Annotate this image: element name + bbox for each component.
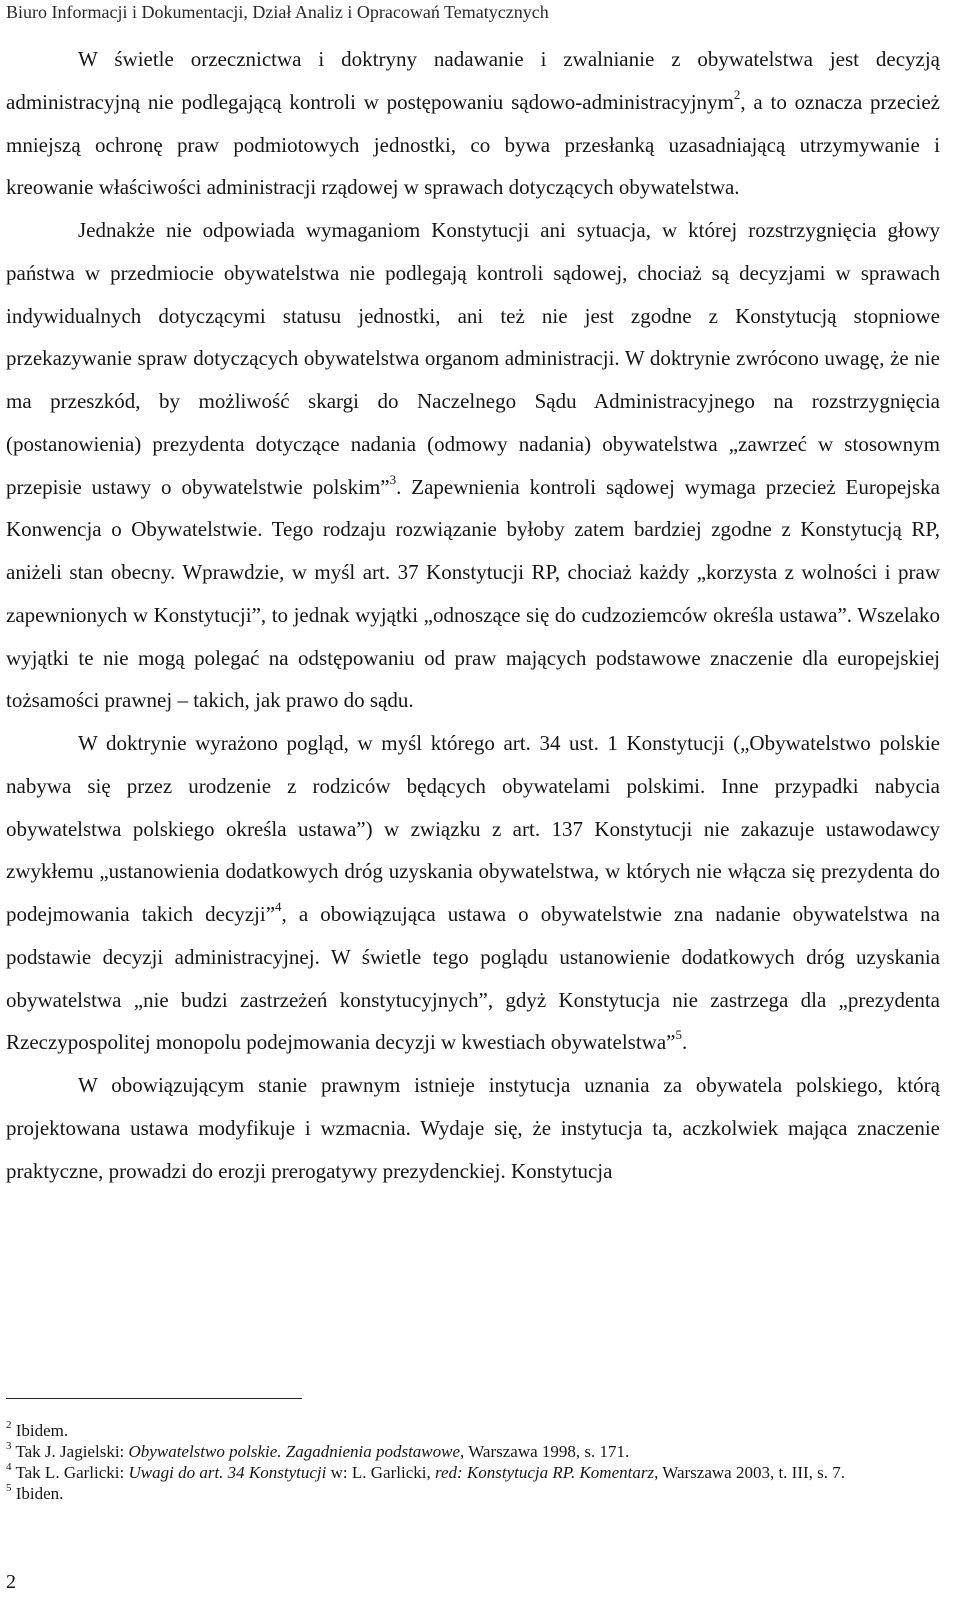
footnote-title: red: Konstytucja RP. Komentarz [434,1463,655,1482]
footnote-title: Uwagi do art. 34 Konstytucji [128,1463,327,1482]
main-text [6,38,940,1192]
footnote-text: Tak J. Jagielski: [11,1442,129,1461]
footnote-text: Tak L. Garlicki: [11,1463,129,1482]
paragraph [6,38,940,209]
footnote-text: , Warszawa 1998, s. 171. [460,1442,630,1461]
paragraph [6,722,940,1064]
footnote [6,1484,940,1504]
text-segment: . [681,1030,688,1055]
footnote [6,1421,940,1441]
text-segment: , a to oznacza przecież mniejszą ochronę praw podmiotowych jednostki, co bywa przesłanką uzasadniającą utrzymywanie i kreowanie właściwości administracji rządowej w sprawach dotyczących obywatelstwa. [6,89,940,200]
text-segment: W obowiązującym stanie prawnym istnieje instytucja uznania za obywatela polskiego, którą projektowana ustawa modyfikuje i wzmacnia. Wydaje się, że instytucja ta, aczkolwiek mająca znaczenie praktyczne, prowadzi do erozji prerogatywy prezydenckiej. Konstytucja [6,1073,940,1183]
text-segment: Jednakże nie odpowiada wymaganiom Konstytucji ani sytuacja, w której rozstrzygnięcia głowy państwa w przedmiocie obywatelstwa nie podlegają kontroli sądowej, chociaż są decyzjami w sprawach indywidualnych dotyczącymi statusu jednostki, ani też nie jest zgodne z Konstytucją stopniowe przekazywanie spraw dotyczących obywatelstwa organom administracji. W doktrynie zwrócono uwagę, że nie ma przeszkód, by możliwość skargi do Naczelnego Sądu Administracyjnego na rozstrzygnięcia (postanowienia) prezydenta dotyczące nadania (odmowy nadania) obywatelstwa „zawrzeć w stosownym przepisie ustawy o obywatelstwie polskim” [6,218,940,499]
footnote [6,1442,940,1462]
paragraph [6,209,940,722]
text-segment: W doktrynie wyrażono pogląd, w myśl którego art. 34 ust. 1 Konstytucji („Obywatelstwo polskie nabywa się przez urodzenie z rodziców będących obywatelami polskimi. Inne przypadki nabycia obywatelstwa polskiego określa ustawa”) w związku z art. 137 Konstytucji nie zakazuje ustawodawcy zwykłemu „ustanowienia dodatkowych dróg uzyskania obywatelstwa, w których nie włącza się prezydenta do podejmowania takich decyzji” [6,731,940,926]
page-number: 2 [6,1571,16,1593]
footnote-text: w: L. Garlicki, [326,1463,435,1482]
footnote-ref[interactable]: 2 [733,86,741,102]
footnote-text: , Warszawa 2003, t. III, s. 7. [654,1463,846,1482]
document-header: Biuro Informacji i Dokumentacji, Dział Analiz i Opracowań Tematycznych [6,2,549,22]
footnote-text: Ibiden. [11,1484,64,1503]
footnote-separator [6,1398,302,1399]
footnote-number: 2 [6,1419,12,1432]
footnote-ref[interactable]: 4 [275,899,282,914]
text-segment: . Zapewnienia kontroli sądowej wymaga przecież Europejska Konwencja o Obywatelstwie. Tego rodzaju rozwiązanie byłoby zatem bardziej zgodne z Konstytucją RP, aniżeli stan obecny. Wprawdzie, w myśl art. 37 Konstytucji RP, chociaż każdy „korzysta z wolności i praw zapewnionych w Konstytucji”, to jednak wyjątki „odnoszące się do cudzoziemców określa ustawa”. Wszelako wyjątki te nie mogą polegać na odstępowaniu od praw mających podstawowe znaczenie dla europejskiej tożsamości prawnej – takich, jak prawo do sądu. [6,474,940,713]
footnote-title: Obywatelstwo polskie. Zagadnienia podstawowe [128,1442,461,1461]
footnote-text: Ibidem. [11,1421,69,1440]
footnote-ref[interactable]: 5 [675,1027,682,1043]
text-segment: W świetle orzecznictwa i doktryny nadawanie i zwalnianie z obywatelstwa jest decyzją administracyjną nie podlegającą kontroli w postępowaniu sądowo-administracyjnym [6,47,940,114]
paragraph [6,1064,940,1192]
text-segment: , a obowiązująca ustawa o obywatelstwie zna nadanie obywatelstwa na podstawie decyzji administracyjnej. W świetle tego poglądu ustanowienie dodatkowych dróg uzyskania obywatelstwa „nie budzi zastrzeżeń konstytucyjnych”, gdyż Konstytucja nie zastrzega dla „prezydenta Rzeczypospolitej monopolu podejmowania decyzji w kwestiach obywatelstwa” [6,902,940,1055]
footnotes [6,1421,940,1505]
footnote-number: 4 [6,1461,12,1474]
footnote-ref[interactable]: 3 [389,471,397,487]
footnote [6,1463,940,1483]
footnote-number: 3 [6,1440,12,1453]
footnote-number: 5 [6,1482,12,1495]
